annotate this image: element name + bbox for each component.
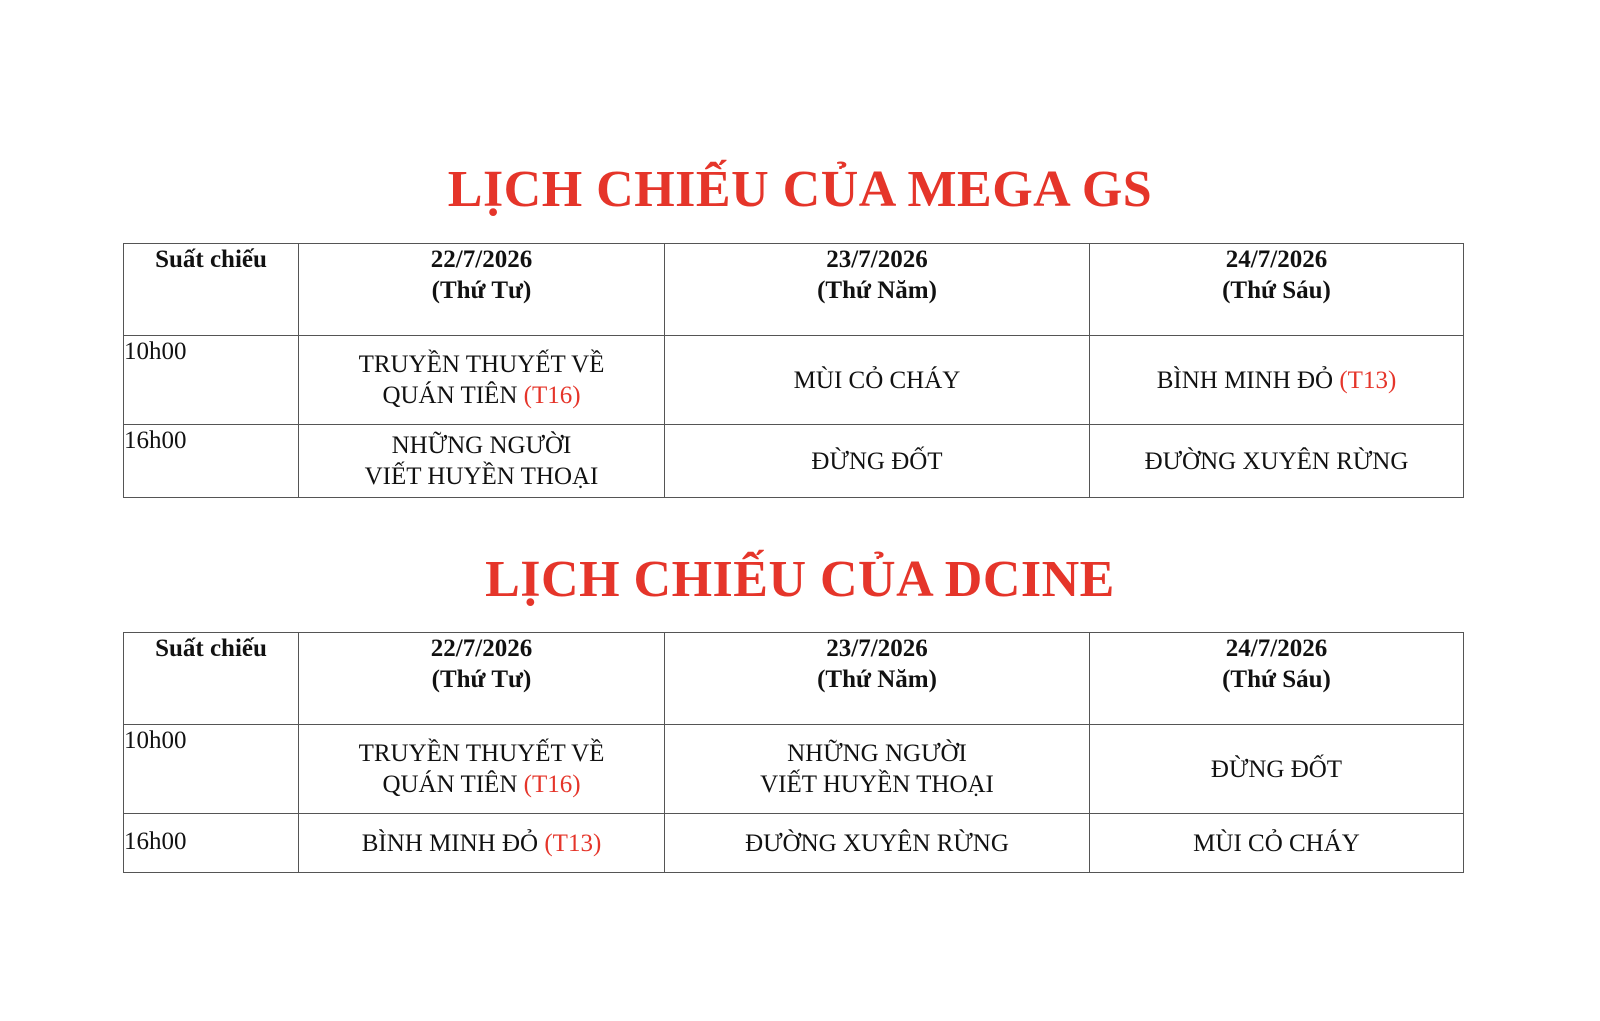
movie-cell: TRUYỀN THUYẾT VỀ QUÁN TIÊN (T16) (299, 725, 665, 814)
showtime-cell: 16h00 (124, 425, 299, 498)
age-rating-badge: (T16) (523, 382, 581, 409)
movie-cell: MÙI CỎ CHÁY (1090, 814, 1464, 873)
header-weekday: (Thứ Tư) (431, 666, 532, 693)
age-rating-badge: (T13) (544, 829, 602, 857)
movie-cell: ĐƯỜNG XUYÊN RỪNG (665, 814, 1090, 873)
showtime-cell: 16h00 (124, 814, 299, 873)
movie-cell: NHỮNG NGƯỜI VIẾT HUYỀN THOẠI (665, 725, 1090, 814)
header-weekday: (Thứ Năm) (817, 277, 937, 304)
dcine-schedule-title: LỊCH CHIẾU CỦA DCINE (485, 551, 1115, 608)
movie-cell: BÌNH MINH ĐỎ (T13) (1090, 336, 1464, 425)
table-row (124, 814, 1464, 873)
header-weekday: (Thứ Sáu) (1222, 277, 1331, 304)
day-column-header (665, 633, 1090, 725)
header-date: 24/7/2026 (1225, 635, 1328, 662)
movie-cell: BÌNH MINH ĐỎ (T13) (299, 814, 665, 873)
header-date: 23/7/2026 (826, 635, 928, 662)
movie-cell: TRUYỀN THUYẾT VỀ QUÁN TIÊN (T16) (299, 336, 665, 425)
header-weekday: (Thứ Năm) (817, 666, 937, 693)
mega-gs-schedule-table (123, 243, 1464, 498)
slot-column-header: Suất chiếu (124, 244, 299, 336)
header-date: 22/7/2026 (430, 635, 533, 662)
header-date: 22/7/2026 (430, 246, 533, 273)
age-rating-badge: (T13) (1339, 366, 1397, 394)
dcine-schedule-table (123, 632, 1464, 873)
day-column-header (299, 633, 665, 725)
table-row (124, 725, 1464, 814)
header-date: 24/7/2026 (1225, 246, 1328, 273)
header-row (124, 244, 1464, 336)
age-rating-badge: (T16) (523, 771, 581, 798)
header-date: 23/7/2026 (826, 246, 928, 273)
movie-cell: MÙI CỎ CHÁY (665, 336, 1090, 425)
table-row (124, 425, 1464, 498)
table-row (124, 336, 1464, 425)
movie-cell: NHỮNG NGƯỜI VIẾT HUYỀN THOẠI (299, 425, 665, 498)
header-weekday: (Thứ Tư) (431, 277, 532, 304)
showtime-cell: 10h00 (124, 725, 299, 814)
movie-cell: ĐỪNG ĐỐT (1090, 725, 1464, 814)
day-column-header (299, 244, 665, 336)
movie-cell: ĐỪNG ĐỐT (665, 425, 1090, 498)
header-row (124, 633, 1464, 725)
slot-column-header: Suất chiếu (124, 633, 299, 725)
movie-cell: ĐƯỜNG XUYÊN RỪNG (1090, 425, 1464, 498)
day-column-header (1090, 633, 1464, 725)
mega-gs-schedule-title: LỊCH CHIẾU CỦA MEGA GS (447, 161, 1153, 218)
showtime-cell: 10h00 (124, 336, 299, 425)
header-weekday: (Thứ Sáu) (1222, 666, 1331, 693)
day-column-header (665, 244, 1090, 336)
day-column-header (1090, 244, 1464, 336)
